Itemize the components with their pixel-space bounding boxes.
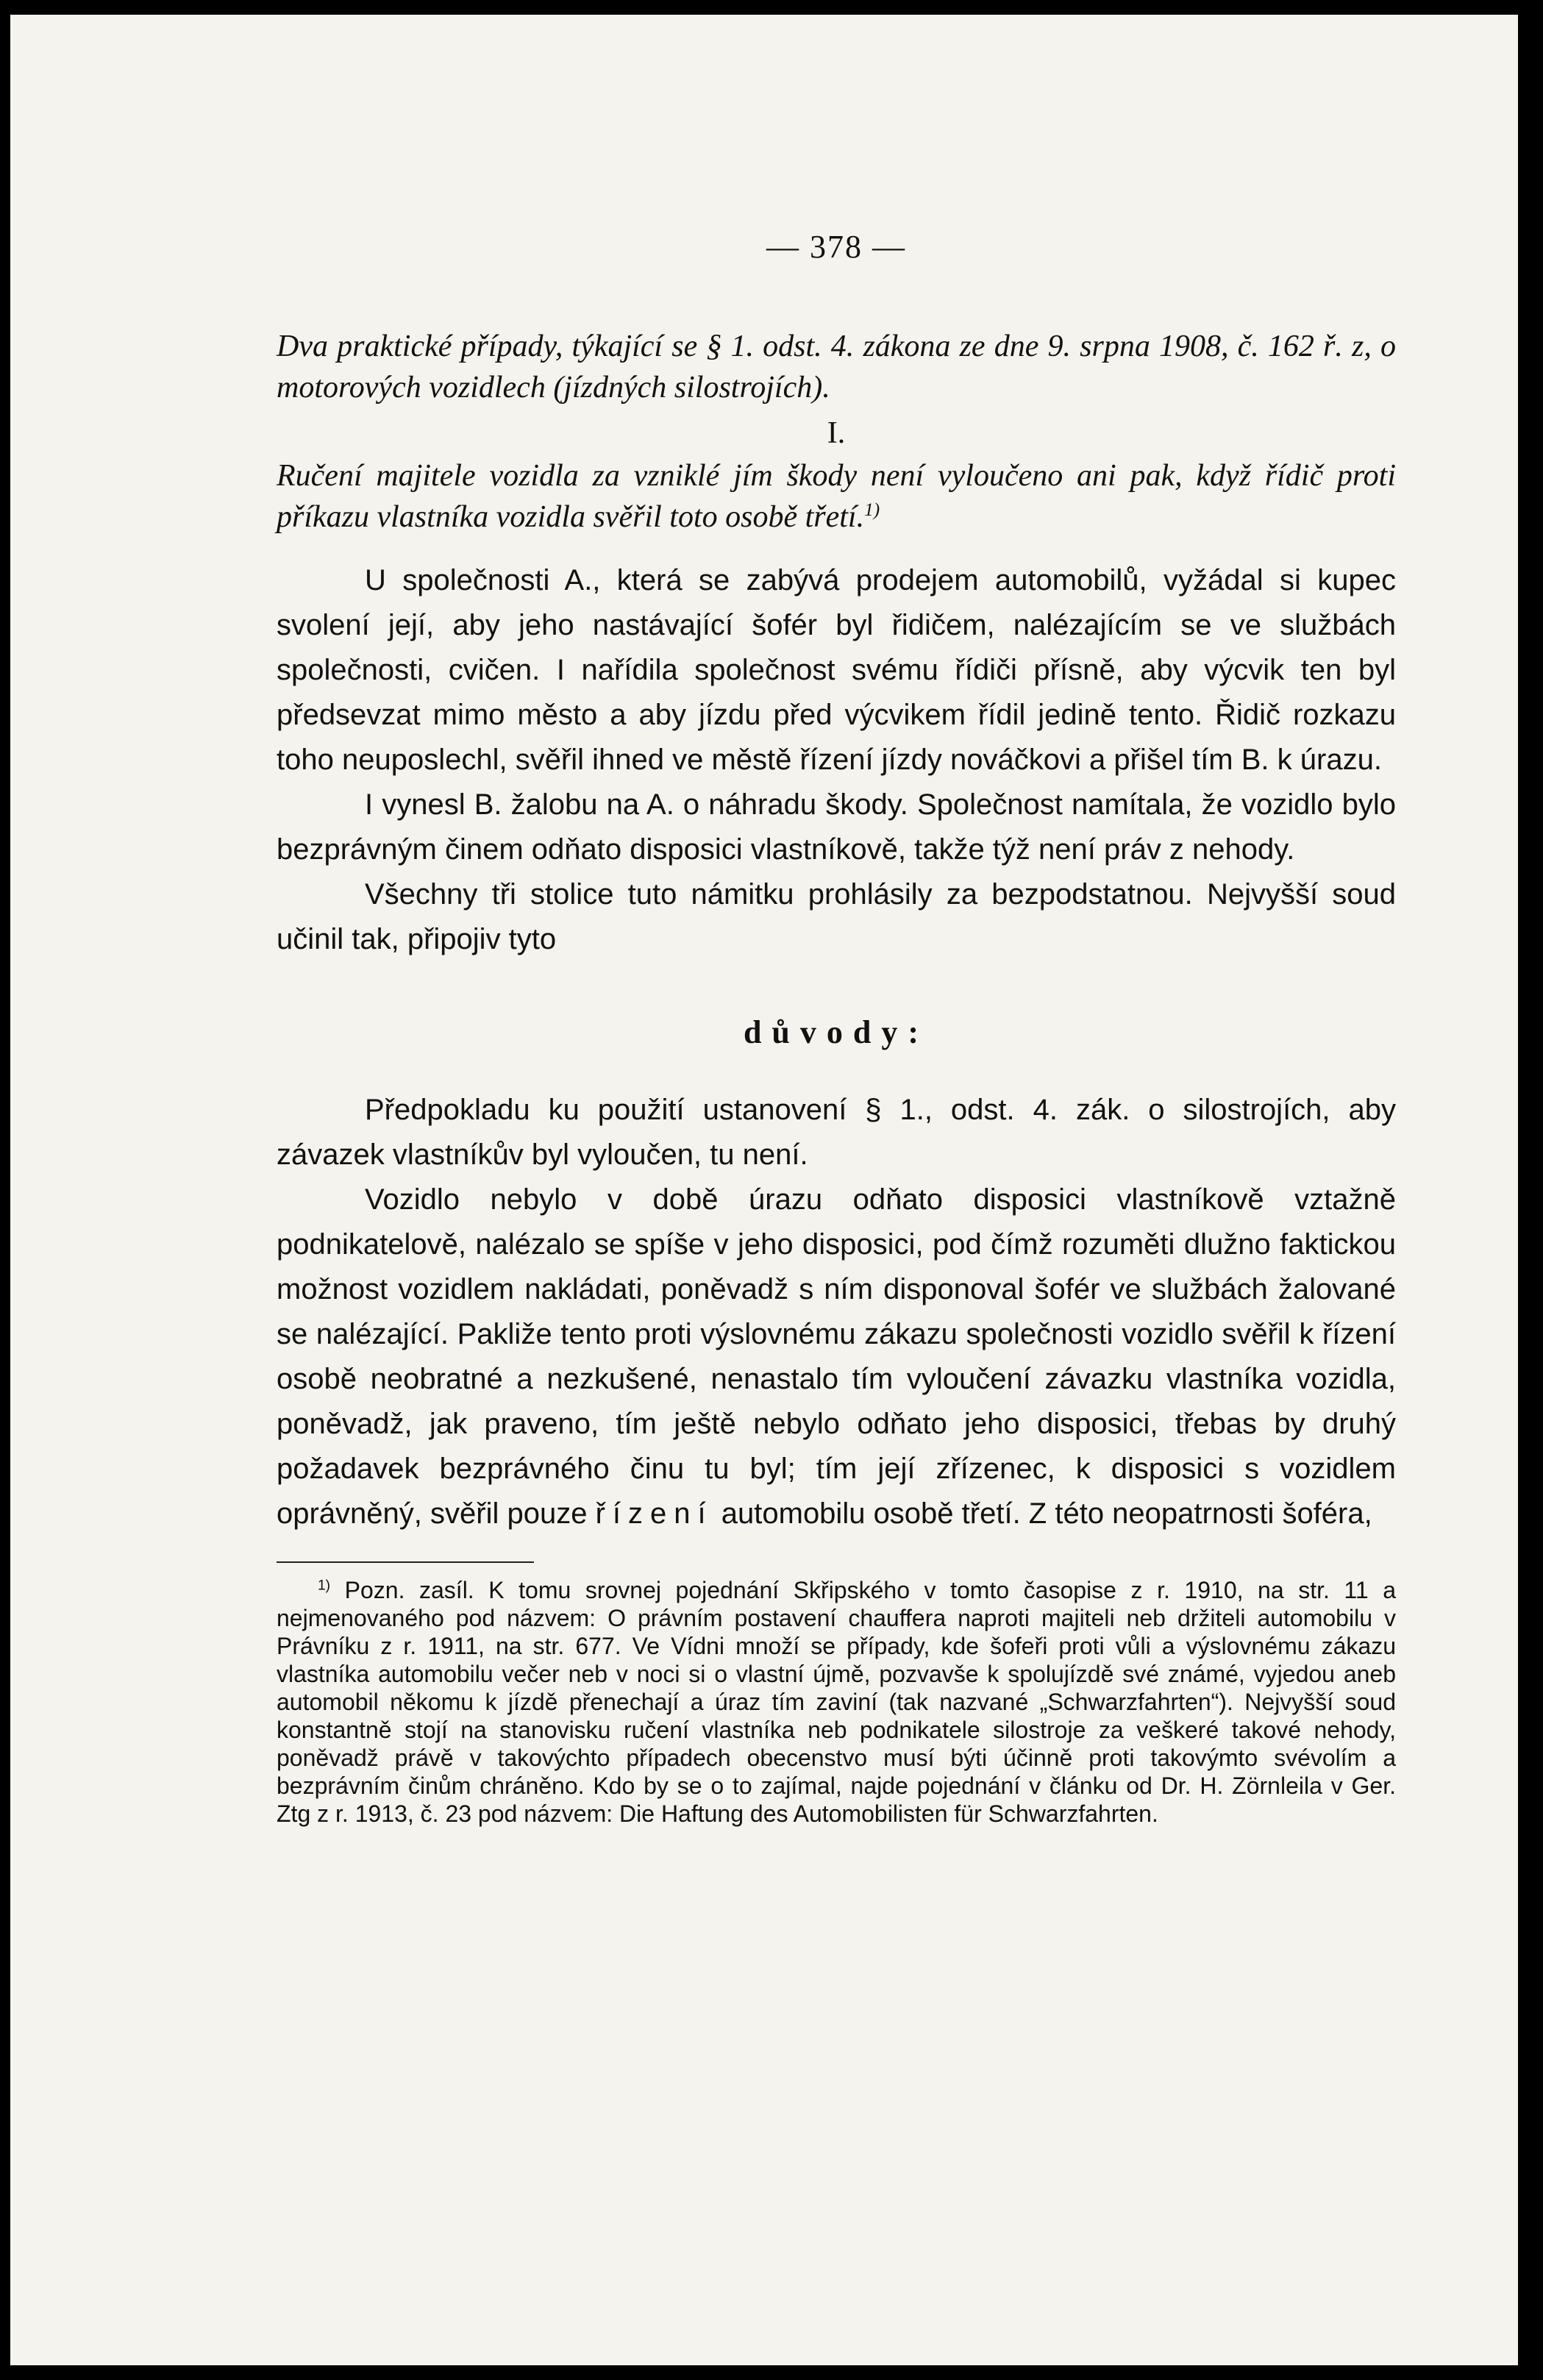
reasons-paragraph-continued	[277, 1177, 1396, 1536]
section-summary-text: Ručení majitele vozidla za vzniklé jím škody není vyloučeno ani pak, když řídič proti příkazu vlastníka vozidla svěřil toto osobě třetí.	[277, 459, 1396, 534]
footnote-text: Pozn. zasíl. K tomu srovnej pojednání Skřipského v tomto časopise z r. 1910, na str. 11 a nejmenovaného pod názvem: O právním postavení chauffera naproti majiteli neb držiteli automobilu v Právníku z r. 1911, na str. 677. Ve Vídni množí se případy, kde šofeři proti vůli a výslovnému zákazu vlastníka automobilu večer neb v noci si o vlastní újmě, pozvavše k spolujízdě své známé, vyjedou aneb automobil někomu k jízdě přenechají a úraz tím zaviní (tak nazvané „Schwarzfahrten“). Nejvyšší soud konstantně stojí na stanovisku ručení vlastníka neb podnikatele silostroje za veškeré takové nehody, poněvadž právě v takovýchto případech obecenstvo musí býti účinně proti takovýmto svévolím a bezprávním činům chráněno. Kdo by se o to zajímal, najde pojednání v článku od Dr. H. Zörnleila v Ger. Ztg z r. 1913, č. 23 pod názvem: Die Haftung des Automobilisten für Schwarzfahrten.	[277, 1577, 1397, 1827]
paragraph: I vynesl B. žalobu na A. o náhradu škody. Společnost namítala, že vozidlo bylo bezprávným činem odňato disposici vlastníkově, takže týž není práv z nehody.	[277, 788, 1396, 866]
footnote	[277, 1576, 1396, 1828]
footnote-divider	[277, 1561, 534, 1563]
article-title: Dva praktické případy, týkající se § 1. odst. 4. zákona ze dne 9. srpna 1908, č. 162 ř. z, o motorových vozidlech (jízdných silostrojích).	[277, 329, 1396, 405]
section-numeral: I.	[827, 416, 846, 450]
reasons-text-end: automobilu osobě třetí. Z této neopatrnosti šoféra,	[721, 1497, 1372, 1530]
footnote-reference: 1)	[864, 500, 880, 520]
spaced-emphasis: řízení	[595, 1497, 713, 1530]
reasons-text: Vozidlo nebylo v době úrazu odňato disposici vlastníkově vztažně podnikatelově, nalézalo se spíše v jeho disposici, pod čímž rozuměti dlužno faktickou možnost vozidlem nakládati, poněvadž s ním disponoval šofér ve službách žalované se nalézající. Pakliže tento proti výslovnému zákazu společnosti vozidlo svěřil k řízení osobě neobratné a nezkušené, nenastalo tím vyloučení závazku vlastníka vozidla, poněvadž, jak praveno, tím ještě nebylo odňato jeho disposici, třebas by druhý požadavek bezprávného činu tu byl; tím její zřízenec, k disposici s vozidlem oprávněný, svěřil pouze	[277, 1183, 1396, 1530]
section-summary	[277, 455, 1396, 538]
paragraph: Všechny tři stolice tuto námitku prohlásily za bezpodstatnou. Nejvyšší soud učinil tak, připojiv tyto	[277, 878, 1396, 955]
reasons-heading: důvody:	[743, 1014, 930, 1050]
footnote-mark: 1)	[318, 1578, 331, 1594]
page-number: — 378 —	[766, 229, 906, 265]
reasons-paragraph: Předpokladu ku použití ustanovení § 1., odst. 4. zák. o silostrojích, aby závazek vlastníkův byl vyloučen, tu není.	[277, 1094, 1396, 1171]
page	[10, 15, 1518, 2365]
page-content	[277, 228, 1396, 1828]
paragraph: U společnosti A., která se zabývá prodejem automobilů, vyžádal si kupec svolení její, aby jeho nastávající šofér byl řidičem, nalézajícím se ve službách společnosti, cvičen. I nařídila společnost svému řídiči přísně, aby výcvik ten byl předsevzat mimo město a aby jízdu před výcvikem řídil jedině tento. Řidič rozkazu toho neuposlechl, svěřil ihned ve městě řízení jízdy nováčkovi a přišel tím B. k úrazu.	[277, 564, 1396, 776]
